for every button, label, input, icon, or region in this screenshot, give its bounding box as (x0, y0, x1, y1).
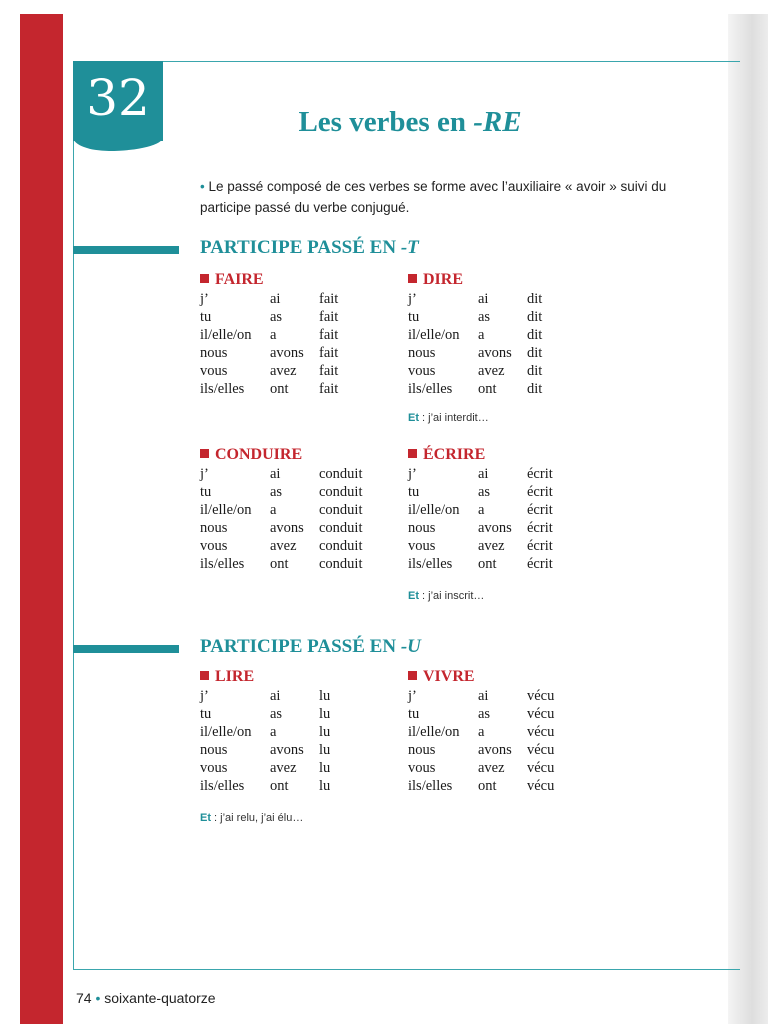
pronoun: ils/elles (200, 556, 245, 572)
pronoun: j’ (408, 688, 417, 704)
chapter-number: 32 (86, 69, 150, 127)
auxiliary: avons (478, 742, 512, 758)
participle: dit (527, 345, 543, 361)
intro-text: Le passé composé de ces verbes se forme avec l’auxiliaire « avoir » suivi du participe passé du verbe conjugué. (200, 179, 667, 215)
auxiliary: ont (270, 556, 289, 572)
intro-paragraph (200, 176, 720, 218)
auxiliary: ai (270, 688, 281, 704)
pronoun: il/elle/on (408, 724, 460, 740)
auxiliary: as (270, 706, 283, 722)
note-text: : j’ai interdit… (419, 412, 489, 424)
pronoun: j’ (200, 291, 209, 307)
conjugation-row (200, 290, 400, 308)
note-text: : j’ai relu, j’ai élu… (211, 812, 304, 824)
conjugation-row (200, 326, 400, 344)
auxiliary: as (478, 309, 491, 325)
participle: écrit (527, 556, 553, 572)
auxiliary: ai (478, 291, 489, 307)
note-label: Et (200, 812, 211, 824)
conjugation-row (200, 501, 400, 519)
conjugation-row (408, 344, 608, 362)
pronoun: j’ (408, 466, 417, 482)
conjugation-row (408, 741, 608, 759)
conjugation-row (200, 723, 400, 741)
note-dire (408, 412, 489, 424)
participle: conduit (319, 484, 363, 500)
pronoun: il/elle/on (200, 327, 252, 343)
note-label: Et (408, 590, 419, 602)
participle: dit (527, 327, 543, 343)
auxiliary: avons (270, 742, 304, 758)
auxiliary: avons (270, 520, 304, 536)
auxiliary: avons (478, 520, 512, 536)
auxiliary: avons (478, 345, 512, 361)
page-edge-band (20, 14, 63, 1024)
pronoun: vous (408, 363, 436, 379)
verb-name: LIRE (215, 668, 255, 685)
auxiliary: a (270, 724, 277, 740)
bullet-icon: • (200, 179, 205, 194)
participle: lu (319, 706, 331, 722)
page-title-text: Les verbes en (298, 106, 474, 138)
conjugation-row (200, 741, 400, 759)
auxiliary: ont (270, 381, 289, 397)
auxiliary: avons (270, 345, 304, 361)
conjugation-row (200, 344, 400, 362)
participle: écrit (527, 538, 553, 554)
participle: lu (319, 778, 331, 794)
participle: dit (527, 309, 543, 325)
verb-vivre (408, 667, 608, 795)
pronoun: nous (200, 520, 228, 536)
verb-name: FAIRE (215, 271, 264, 288)
auxiliary: avez (478, 363, 505, 379)
conjugation-row (408, 759, 608, 777)
pronoun: tu (408, 484, 420, 500)
pronoun: nous (408, 520, 436, 536)
participle: vécu (527, 760, 555, 776)
page-footer (76, 990, 216, 1006)
pronoun: ils/elles (408, 556, 453, 572)
participle: vécu (527, 778, 555, 794)
pronoun: il/elle/on (408, 327, 460, 343)
verb-title (200, 270, 400, 290)
conjugation-row (408, 555, 608, 573)
chapter-badge (73, 61, 163, 141)
participle: écrit (527, 502, 553, 518)
pronoun: ils/elles (408, 778, 453, 794)
pronoun: vous (200, 363, 228, 379)
verb-name: CONDUIRE (215, 446, 303, 463)
pronoun: tu (408, 706, 420, 722)
square-bullet-icon (200, 671, 209, 680)
auxiliary: a (270, 502, 277, 518)
conjugation-row (408, 723, 608, 741)
auxiliary: as (478, 484, 491, 500)
participle: fait (319, 291, 339, 307)
participle: vécu (527, 724, 555, 740)
auxiliary: ai (478, 466, 489, 482)
pronoun: nous (408, 345, 436, 361)
verb-name: DIRE (423, 271, 464, 288)
verb-title (408, 667, 608, 687)
note-ecrire (408, 590, 484, 602)
auxiliary: a (478, 327, 485, 343)
pronoun: nous (200, 345, 228, 361)
participle: fait (319, 363, 339, 379)
participle: écrit (527, 520, 553, 536)
section-u-text: PARTICIPE PASSÉ EN (200, 636, 401, 657)
pronoun: ils/elles (408, 381, 453, 397)
auxiliary: ont (478, 381, 497, 397)
section-title-t (200, 237, 419, 259)
verb-title (408, 270, 608, 290)
pronoun: ils/elles (200, 778, 245, 794)
conjugation-row (408, 705, 608, 723)
auxiliary: avez (270, 363, 297, 379)
auxiliary: ont (478, 556, 497, 572)
note-label: Et (408, 412, 419, 424)
participle: écrit (527, 466, 553, 482)
auxiliary: ont (270, 778, 289, 794)
pronoun: tu (408, 309, 420, 325)
participle: fait (319, 381, 339, 397)
conjugation-row (408, 777, 608, 795)
conjugation-row (200, 705, 400, 723)
verb-name: VIVRE (423, 668, 475, 685)
participle: vécu (527, 706, 555, 722)
conjugation-row (408, 465, 608, 483)
section-t-suffix: -T (400, 237, 419, 258)
conjugation-row (408, 537, 608, 555)
square-bullet-icon (200, 449, 209, 458)
square-bullet-icon (200, 274, 209, 283)
pronoun: j’ (200, 466, 209, 482)
pronoun: il/elle/on (408, 502, 460, 518)
section-u-suffix: -U (400, 636, 421, 657)
participle: vécu (527, 742, 555, 758)
verb-conduire (200, 445, 400, 573)
participle: fait (319, 327, 339, 343)
pronoun: tu (200, 309, 212, 325)
pronoun: ils/elles (200, 381, 245, 397)
page-title (200, 106, 620, 139)
conjugation-row (408, 308, 608, 326)
auxiliary: a (270, 327, 277, 343)
auxiliary: a (478, 724, 485, 740)
participle: dit (527, 363, 543, 379)
participle: lu (319, 760, 331, 776)
participle: écrit (527, 484, 553, 500)
verb-dire (408, 270, 608, 398)
participle: conduit (319, 556, 363, 572)
pronoun: j’ (200, 688, 209, 704)
page-title-suffix: -RE (473, 106, 522, 138)
section-title-u (200, 636, 421, 658)
auxiliary: a (478, 502, 485, 518)
verb-title (408, 445, 608, 465)
conjugation-row (408, 687, 608, 705)
verb-title (200, 445, 400, 465)
section-marker-bar (73, 246, 179, 254)
footer-bullet-icon: • (95, 990, 101, 1006)
conjugation-row (200, 362, 400, 380)
page-number: 74 (76, 990, 92, 1006)
auxiliary: avez (478, 760, 505, 776)
participle: fait (319, 345, 339, 361)
conjugation-row (200, 483, 400, 501)
auxiliary: ont (478, 778, 497, 794)
conjugation-row (408, 483, 608, 501)
square-bullet-icon (408, 449, 417, 458)
pronoun: j’ (408, 291, 417, 307)
section-t-text: PARTICIPE PASSÉ EN (200, 237, 401, 258)
auxiliary: ai (478, 688, 489, 704)
pronoun: il/elle/on (200, 724, 252, 740)
conjugation-row (200, 308, 400, 326)
conjugation-row (408, 290, 608, 308)
participle: conduit (319, 502, 363, 518)
auxiliary: as (270, 309, 283, 325)
pronoun: tu (200, 484, 212, 500)
verb-name: ÉCRIRE (423, 446, 486, 463)
participle: conduit (319, 538, 363, 554)
page-number-words: soixante-quatorze (104, 990, 216, 1006)
conjugation-row (200, 519, 400, 537)
verb-faire (200, 270, 400, 398)
auxiliary: ai (270, 466, 281, 482)
verb-title (200, 667, 400, 687)
auxiliary: as (270, 484, 283, 500)
auxiliary: avez (270, 760, 297, 776)
auxiliary: as (478, 706, 491, 722)
conjugation-row (200, 555, 400, 573)
verb-lire (200, 667, 400, 795)
participle: lu (319, 742, 331, 758)
pronoun: nous (200, 742, 228, 758)
participle: fait (319, 309, 339, 325)
participle: lu (319, 724, 331, 740)
pronoun: tu (200, 706, 212, 722)
pronoun: vous (408, 538, 436, 554)
conjugation-row (200, 537, 400, 555)
pronoun: vous (200, 538, 228, 554)
participle: conduit (319, 520, 363, 536)
section-marker-bar (73, 645, 179, 653)
participle: conduit (319, 466, 363, 482)
conjugation-row (200, 465, 400, 483)
pronoun: nous (408, 742, 436, 758)
conjugation-row (408, 326, 608, 344)
conjugation-row (200, 759, 400, 777)
conjugation-row (200, 687, 400, 705)
note-lire (200, 812, 303, 824)
conjugation-row (408, 501, 608, 519)
auxiliary: ai (270, 291, 281, 307)
verb-ecrire (408, 445, 608, 573)
participle: lu (319, 688, 331, 704)
auxiliary: avez (270, 538, 297, 554)
participle: vécu (527, 688, 555, 704)
auxiliary: avez (478, 538, 505, 554)
participle: dit (527, 381, 543, 397)
square-bullet-icon (408, 671, 417, 680)
pronoun: vous (408, 760, 436, 776)
conjugation-row (408, 380, 608, 398)
conjugation-row (408, 362, 608, 380)
note-text: : j’ai inscrit… (419, 590, 485, 602)
square-bullet-icon (408, 274, 417, 283)
conjugation-row (200, 380, 400, 398)
pronoun: vous (200, 760, 228, 776)
pronoun: il/elle/on (200, 502, 252, 518)
conjugation-row (408, 519, 608, 537)
participle: dit (527, 291, 543, 307)
conjugation-row (200, 777, 400, 795)
